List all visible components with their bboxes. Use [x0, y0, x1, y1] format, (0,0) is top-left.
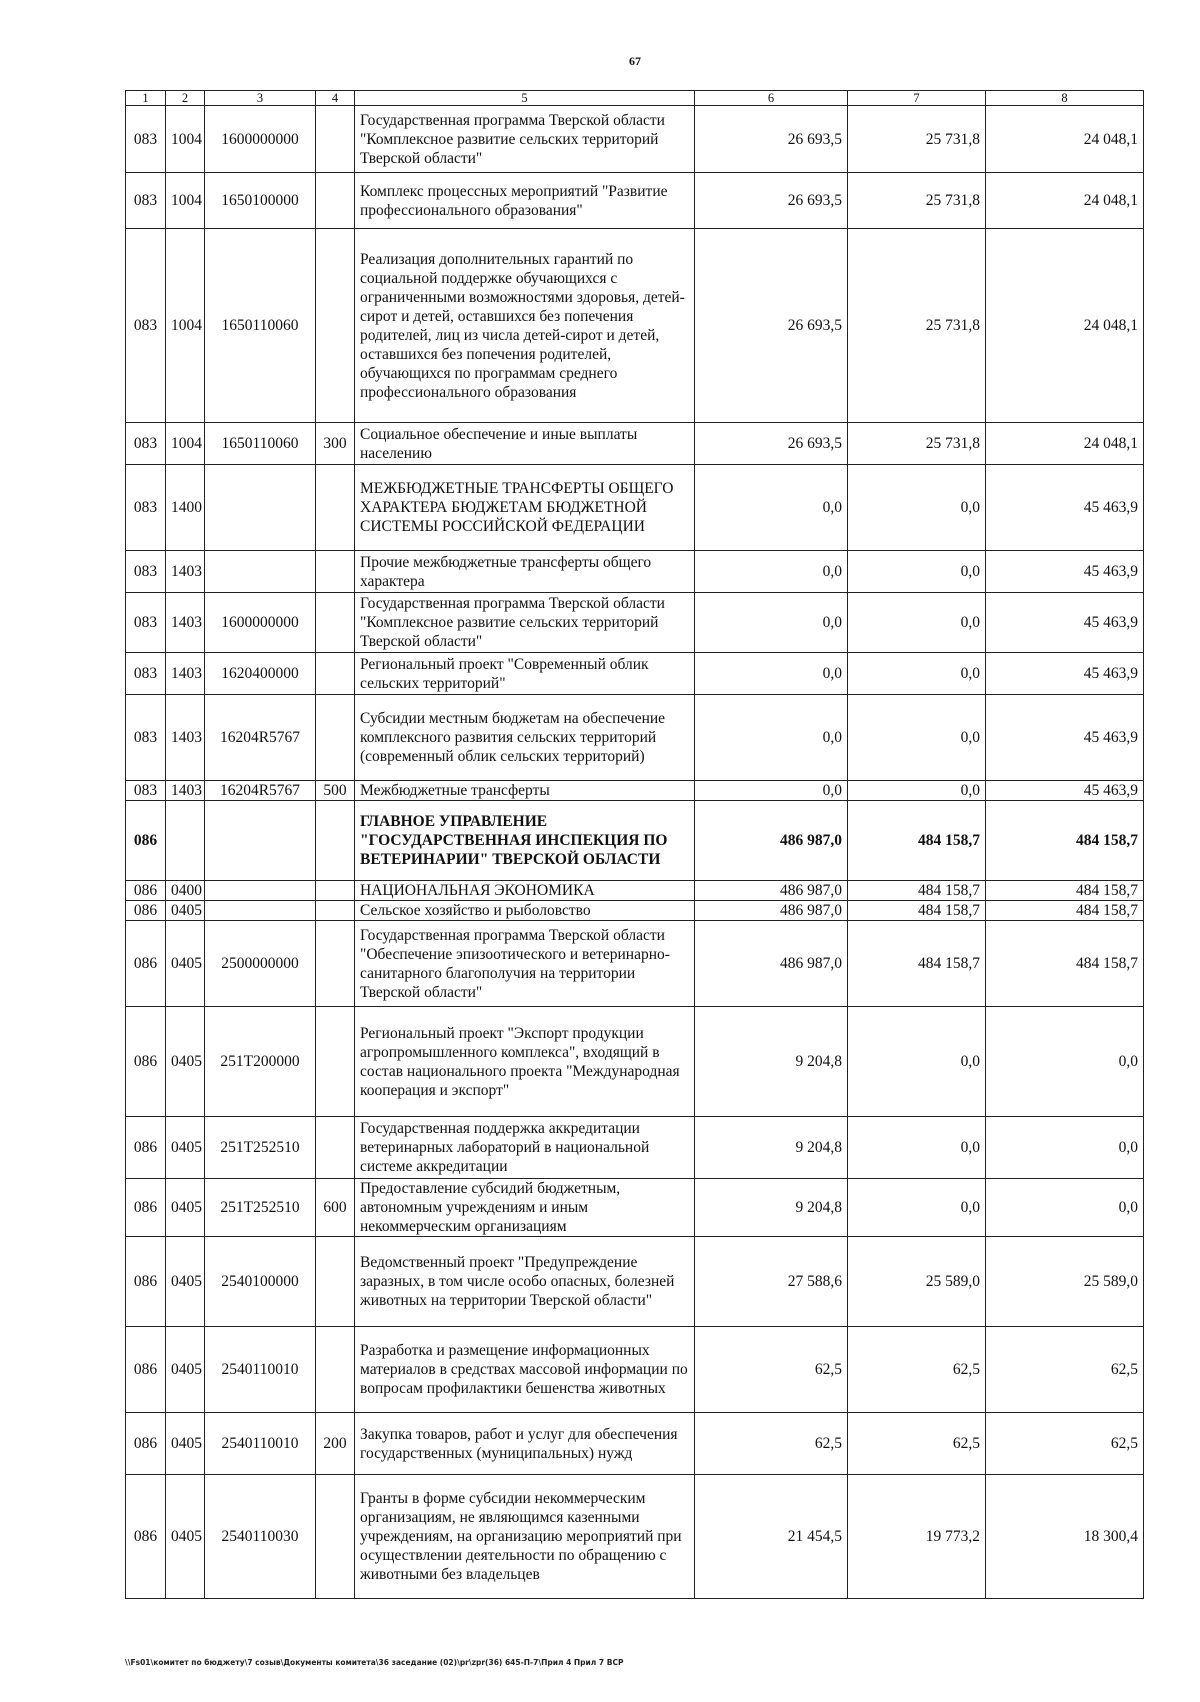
table-row: [126, 1179, 1144, 1237]
target-item-code-cell: 16204R5767: [205, 781, 316, 801]
amount-year1-cell: 9 204,8: [695, 1179, 848, 1237]
table-row: [126, 653, 1144, 695]
item-name-cell: Государственная программа Тверской области "Комплексное развитие сельских территорий Тверской области": [355, 106, 695, 173]
amount-year1-cell: 9 204,8: [695, 1007, 848, 1117]
amount-year1-cell: 27 588,6: [695, 1237, 848, 1327]
expense-type-code-cell: [316, 229, 355, 423]
amount-year3-cell: 0,0: [986, 1179, 1144, 1237]
column-header: 6: [695, 91, 848, 106]
department-code-cell: 086: [126, 1475, 166, 1599]
target-item-code-cell: 1650110060: [205, 229, 316, 423]
amount-year3-cell: 25 589,0: [986, 1237, 1144, 1327]
department-code-cell: 083: [126, 695, 166, 781]
item-name-cell: Разработка и размещение информационных материалов в средствах массовой информации по вопросам профилактики бешенства животных: [355, 1327, 695, 1413]
amount-year1-cell: 486 987,0: [695, 881, 848, 901]
department-code-cell: 086: [126, 1327, 166, 1413]
amount-year1-cell: 21 454,5: [695, 1475, 848, 1599]
section-code-cell: 0405: [166, 901, 205, 921]
expense-type-code-cell: [316, 465, 355, 551]
expense-type-code-cell: [316, 1475, 355, 1599]
amount-year3-cell: 24 048,1: [986, 173, 1144, 229]
section-code-cell: 1004: [166, 173, 205, 229]
section-code-cell: 1403: [166, 593, 205, 653]
table-row: [126, 551, 1144, 593]
expense-type-code-cell: [316, 921, 355, 1007]
table-row: [126, 1475, 1144, 1599]
amount-year1-cell: 0,0: [695, 781, 848, 801]
department-code-cell: 086: [126, 881, 166, 901]
amount-year3-cell: 45 463,9: [986, 653, 1144, 695]
target-item-code-cell: [205, 465, 316, 551]
department-code-cell: 083: [126, 229, 166, 423]
department-code-cell: 086: [126, 901, 166, 921]
table-body: [126, 106, 1144, 1599]
amount-year2-cell: 484 158,7: [848, 881, 986, 901]
department-code-cell: 086: [126, 1007, 166, 1117]
column-header: 3: [205, 91, 316, 106]
target-item-code-cell: [205, 901, 316, 921]
amount-year2-cell: 0,0: [848, 1117, 986, 1179]
target-item-code-cell: 1600000000: [205, 106, 316, 173]
section-code-cell: 1403: [166, 781, 205, 801]
amount-year3-cell: 45 463,9: [986, 593, 1144, 653]
amount-year2-cell: 484 158,7: [848, 801, 986, 881]
section-code-cell: 0400: [166, 881, 205, 901]
amount-year2-cell: 484 158,7: [848, 921, 986, 1007]
target-item-code-cell: [205, 881, 316, 901]
amount-year3-cell: 0,0: [986, 1117, 1144, 1179]
item-name-cell: Ведомственный проект "Предупреждение заразных, в том числе особо опасных, болезней животных на территории Тверской области": [355, 1237, 695, 1327]
section-code-cell: 0405: [166, 921, 205, 1007]
target-item-code-cell: 2540110030: [205, 1475, 316, 1599]
table-row: [126, 593, 1144, 653]
amount-year2-cell: 25 731,8: [848, 173, 986, 229]
amount-year2-cell: 0,0: [848, 781, 986, 801]
amount-year1-cell: 0,0: [695, 653, 848, 695]
expense-type-code-cell: 600: [316, 1179, 355, 1237]
expense-type-code-cell: [316, 173, 355, 229]
section-code-cell: 1403: [166, 653, 205, 695]
expense-type-code-cell: 200: [316, 1413, 355, 1475]
amount-year2-cell: 484 158,7: [848, 901, 986, 921]
expense-type-code-cell: [316, 1007, 355, 1117]
department-code-cell: 086: [126, 1117, 166, 1179]
item-name-cell: Государственная программа Тверской области "Обеспечение эпизоотического и ветеринарно-санитарного благополучия на территории Тверской области": [355, 921, 695, 1007]
department-code-cell: 086: [126, 1179, 166, 1237]
item-name-cell: ГЛАВНОЕ УПРАВЛЕНИЕ "ГОСУДАРСТВЕННАЯ ИНСПЕКЦИЯ ПО ВЕТЕРИНАРИИ" ТВЕРСКОЙ ОБЛАСТИ: [355, 801, 695, 881]
target-item-code-cell: 1650110060: [205, 423, 316, 465]
amount-year3-cell: 484 158,7: [986, 801, 1144, 881]
section-code-cell: 0405: [166, 1327, 205, 1413]
column-number-row: [126, 91, 1144, 106]
section-code-cell: 1403: [166, 695, 205, 781]
amount-year3-cell: 24 048,1: [986, 106, 1144, 173]
page-number: 67: [629, 54, 641, 68]
section-code-cell: 1004: [166, 229, 205, 423]
section-code-cell: 0405: [166, 1117, 205, 1179]
column-header: 1: [126, 91, 166, 106]
amount-year3-cell: 62,5: [986, 1327, 1144, 1413]
amount-year2-cell: 0,0: [848, 593, 986, 653]
target-item-code-cell: 2500000000: [205, 921, 316, 1007]
column-header: 4: [316, 91, 355, 106]
table-row: [126, 781, 1144, 801]
amount-year2-cell: 0,0: [848, 653, 986, 695]
amount-year3-cell: 484 158,7: [986, 921, 1144, 1007]
amount-year1-cell: 26 693,5: [695, 423, 848, 465]
table-row: [126, 173, 1144, 229]
table-row: [126, 106, 1144, 173]
target-item-code-cell: 251Т252510: [205, 1117, 316, 1179]
target-item-code-cell: 1600000000: [205, 593, 316, 653]
item-name-cell: Закупка товаров, работ и услуг для обеспечения государственных (муниципальных) нужд: [355, 1413, 695, 1475]
item-name-cell: Реализация дополнительных гарантий по социальной поддержке обучающихся с ограниченными возможностями здоровья, детей-сирот и детей, оставшихся без попечения родителей, лиц из числа детей-сирот и детей, оставшихся без попечения родителей, обучающихся по программам среднего профессионального образования: [355, 229, 695, 423]
item-name-cell: НАЦИОНАЛЬНАЯ ЭКОНОМИКА: [355, 881, 695, 901]
amount-year2-cell: 62,5: [848, 1413, 986, 1475]
amount-year2-cell: 25 731,8: [848, 423, 986, 465]
department-code-cell: 086: [126, 1237, 166, 1327]
target-item-code-cell: 1620400000: [205, 653, 316, 695]
department-code-cell: 083: [126, 593, 166, 653]
item-name-cell: Социальное обеспечение и иные выплаты населению: [355, 423, 695, 465]
item-name-cell: Гранты в форме субсидии некоммерческим организациям, не являющимся казенными учреждениям, на организацию мероприятий при осуществлении деятельности по обращению с животными без владельцев: [355, 1475, 695, 1599]
target-item-code-cell: 1650100000: [205, 173, 316, 229]
department-code-cell: 083: [126, 423, 166, 465]
target-item-code-cell: 2540110010: [205, 1413, 316, 1475]
item-name-cell: Субсидии местным бюджетам на обеспечение комплексного развития сельских территорий (современный облик сельских территорий): [355, 695, 695, 781]
amount-year2-cell: 0,0: [848, 695, 986, 781]
target-item-code-cell: 2540110010: [205, 1327, 316, 1413]
target-item-code-cell: 2540100000: [205, 1237, 316, 1327]
item-name-cell: Государственная программа Тверской области "Комплексное развитие сельских территорий Тверской области": [355, 593, 695, 653]
amount-year2-cell: 0,0: [848, 551, 986, 593]
expense-type-code-cell: [316, 901, 355, 921]
expense-type-code-cell: 500: [316, 781, 355, 801]
expense-type-code-cell: [316, 653, 355, 695]
amount-year2-cell: 25 731,8: [848, 106, 986, 173]
amount-year1-cell: 0,0: [695, 551, 848, 593]
section-code-cell: 0405: [166, 1179, 205, 1237]
amount-year1-cell: 62,5: [695, 1327, 848, 1413]
file-path-footer: \\Fs01\комитет по бюджету\7 созыв\Документы комитета\36 заседание (02)\pr\zpr(36) 645-П-7\Прил 4 Прил 7 ВСР: [125, 1658, 624, 1667]
amount-year1-cell: 26 693,5: [695, 173, 848, 229]
item-name-cell: МЕЖБЮДЖЕТНЫЕ ТРАНСФЕРТЫ ОБЩЕГО ХАРАКТЕРА БЮДЖЕТАМ БЮДЖЕТНОЙ СИСТЕМЫ РОССИЙСКОЙ ФЕДЕРАЦИИ: [355, 465, 695, 551]
amount-year1-cell: 0,0: [695, 465, 848, 551]
amount-year2-cell: 0,0: [848, 1179, 986, 1237]
target-item-code-cell: 251Т200000: [205, 1007, 316, 1117]
amount-year1-cell: 486 987,0: [695, 921, 848, 1007]
amount-year2-cell: 62,5: [848, 1327, 986, 1413]
table-row: [126, 1327, 1144, 1413]
amount-year1-cell: 0,0: [695, 593, 848, 653]
table-row: [126, 695, 1144, 781]
department-code-cell: 086: [126, 1413, 166, 1475]
item-name-cell: Региональный проект "Современный облик сельских территорий": [355, 653, 695, 695]
budget-table: [125, 90, 1144, 1599]
amount-year3-cell: 484 158,7: [986, 901, 1144, 921]
department-code-cell: 086: [126, 921, 166, 1007]
expense-type-code-cell: [316, 551, 355, 593]
table-row: [126, 423, 1144, 465]
amount-year1-cell: 9 204,8: [695, 1117, 848, 1179]
department-code-cell: 083: [126, 106, 166, 173]
section-code-cell: 1400: [166, 465, 205, 551]
amount-year3-cell: 18 300,4: [986, 1475, 1144, 1599]
amount-year1-cell: 26 693,5: [695, 229, 848, 423]
department-code-cell: 083: [126, 173, 166, 229]
expense-type-code-cell: [316, 106, 355, 173]
table-row: [126, 801, 1144, 881]
amount-year1-cell: 26 693,5: [695, 106, 848, 173]
amount-year3-cell: 24 048,1: [986, 229, 1144, 423]
item-name-cell: Государственная поддержка аккредитации ветеринарных лабораторий в национальной системе аккредитации: [355, 1117, 695, 1179]
table-row: [126, 1007, 1144, 1117]
column-header: 2: [166, 91, 205, 106]
table-row: [126, 901, 1144, 921]
department-code-cell: 083: [126, 551, 166, 593]
table-row: [126, 921, 1144, 1007]
item-name-cell: Региональный проект "Экспорт продукции агропромышленного комплекса", входящий в состав национального проекта "Международная кооперация и экспорт": [355, 1007, 695, 1117]
expense-type-code-cell: [316, 881, 355, 901]
column-header: 8: [986, 91, 1144, 106]
amount-year3-cell: 0,0: [986, 1007, 1144, 1117]
item-name-cell: Прочие межбюджетные трансферты общего характера: [355, 551, 695, 593]
amount-year3-cell: 45 463,9: [986, 551, 1144, 593]
expense-type-code-cell: [316, 1237, 355, 1327]
section-code-cell: 0405: [166, 1475, 205, 1599]
amount-year2-cell: 25 731,8: [848, 229, 986, 423]
item-name-cell: Предоставление субсидий бюджетным, автономным учреждениям и иным некоммерческим организациям: [355, 1179, 695, 1237]
amount-year2-cell: 19 773,2: [848, 1475, 986, 1599]
amount-year2-cell: 0,0: [848, 465, 986, 551]
department-code-cell: 083: [126, 465, 166, 551]
amount-year3-cell: 24 048,1: [986, 423, 1144, 465]
target-item-code-cell: 16204R5767: [205, 695, 316, 781]
item-name-cell: Комплекс процессных мероприятий "Развитие профессионального образования": [355, 173, 695, 229]
column-header: 7: [848, 91, 986, 106]
column-header: 5: [355, 91, 695, 106]
section-code-cell: 1403: [166, 551, 205, 593]
table-row: [126, 1237, 1144, 1327]
section-code-cell: 0405: [166, 1237, 205, 1327]
section-code-cell: 1004: [166, 423, 205, 465]
table-row: [126, 881, 1144, 901]
expense-type-code-cell: [316, 1327, 355, 1413]
section-code-cell: 0405: [166, 1413, 205, 1475]
amount-year3-cell: 484 158,7: [986, 881, 1144, 901]
amount-year3-cell: 45 463,9: [986, 781, 1144, 801]
target-item-code-cell: 251Т252510: [205, 1179, 316, 1237]
section-code-cell: [166, 801, 205, 881]
amount-year3-cell: 62,5: [986, 1413, 1144, 1475]
expense-type-code-cell: 300: [316, 423, 355, 465]
amount-year3-cell: 45 463,9: [986, 695, 1144, 781]
expense-type-code-cell: [316, 1117, 355, 1179]
expense-type-code-cell: [316, 695, 355, 781]
department-code-cell: 083: [126, 653, 166, 695]
table-row: [126, 465, 1144, 551]
amount-year3-cell: 45 463,9: [986, 465, 1144, 551]
amount-year2-cell: 0,0: [848, 1007, 986, 1117]
target-item-code-cell: [205, 801, 316, 881]
amount-year1-cell: 0,0: [695, 695, 848, 781]
amount-year2-cell: 25 589,0: [848, 1237, 986, 1327]
expense-type-code-cell: [316, 593, 355, 653]
target-item-code-cell: [205, 551, 316, 593]
item-name-cell: Межбюджетные трансферты: [355, 781, 695, 801]
amount-year1-cell: 62,5: [695, 1413, 848, 1475]
expense-type-code-cell: [316, 801, 355, 881]
table-row: [126, 1413, 1144, 1475]
table-row: [126, 229, 1144, 423]
amount-year1-cell: 486 987,0: [695, 901, 848, 921]
table-row: [126, 1117, 1144, 1179]
department-code-cell: 083: [126, 781, 166, 801]
amount-year1-cell: 486 987,0: [695, 801, 848, 881]
section-code-cell: 0405: [166, 1007, 205, 1117]
section-code-cell: 1004: [166, 106, 205, 173]
department-code-cell: 086: [126, 801, 166, 881]
item-name-cell: Сельское хозяйство и рыболовство: [355, 901, 695, 921]
